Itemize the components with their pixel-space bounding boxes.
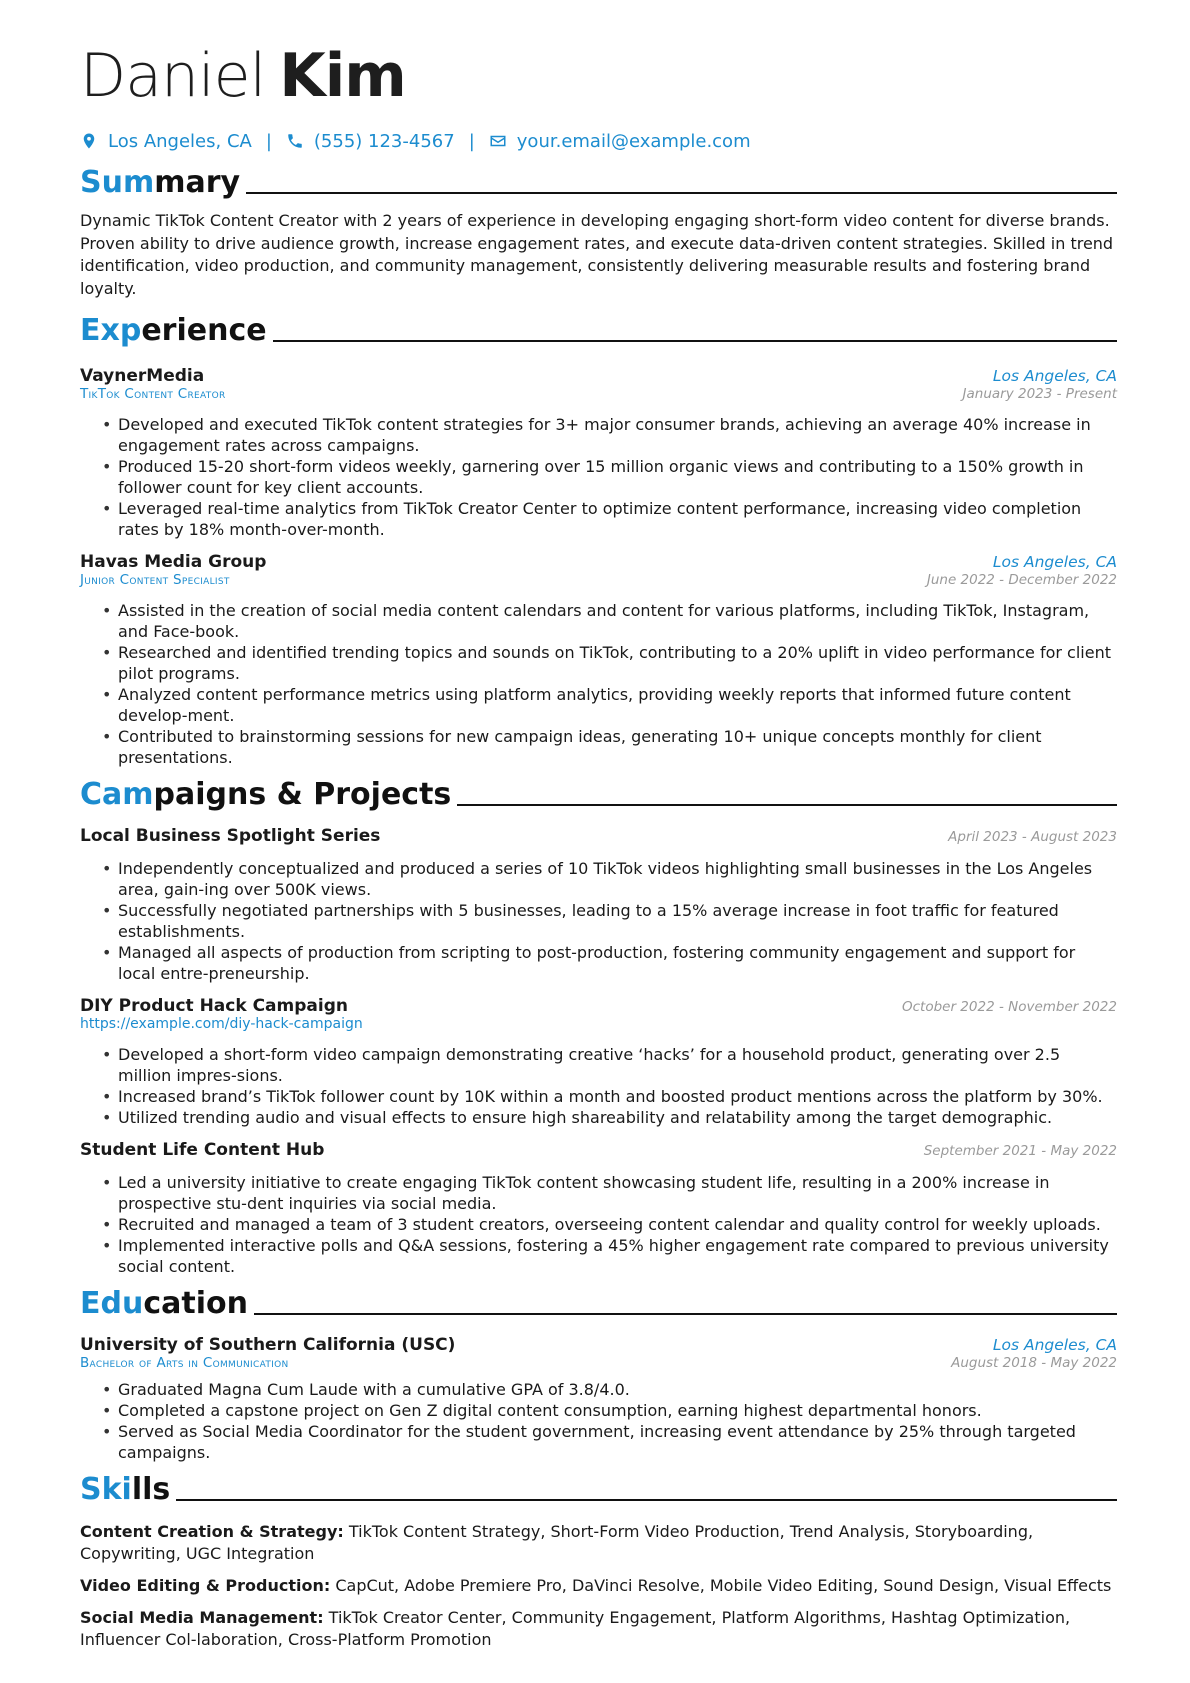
section-rule: [246, 192, 1117, 194]
bullet-item: • Independently conceptualized and produced a series of 10 TikTok videos highlighting small businesses in the Los Angeles area, gain-ing over 500K views.: [118, 858, 1117, 900]
project-dates: October 2022 - November 2022: [901, 999, 1117, 1015]
project-entry: [80, 996, 1117, 1128]
bullet-item: • Recruited and managed a team of 3 student creators, overseeing content calendar and quality control for weekly uploads.: [118, 1214, 1117, 1235]
bullet-item: • Produced 15-20 short-form videos weekly, garnering over 15 million organic views and contributing to a 150% growth in follower count for key client accounts.: [118, 456, 1117, 498]
bullet-item: • Researched and identified trending topics and sounds on TikTok, contributing to a 20% uplift in video performance for client pilot programs.: [118, 642, 1117, 684]
bullet-item: • Served as Social Media Coordinator for the student government, increasing event attendance by 25% through targeted campaigns.: [118, 1421, 1117, 1463]
skill-label: Social Media Management:: [80, 1608, 324, 1627]
section-title: Campaigns & Projects: [80, 777, 452, 812]
bullet-item: • Successfully negotiated partnerships with 5 businesses, leading to a 15% average increase in foot traffic for featured establishments.: [118, 900, 1117, 942]
bullet-item: • Increased brand’s TikTok follower count by 10K within a month and boosted product mentions across the platform by 30%.: [118, 1086, 1117, 1107]
section-title: Skills: [80, 1472, 171, 1507]
bullet-item: • Utilized trending audio and visual effects to ensure high shareability and relatability among the target demographic.: [118, 1107, 1117, 1128]
phone-text: (555) 123-4567: [313, 130, 455, 152]
project-name: Local Business Spotlight Series: [80, 826, 381, 846]
envelope-icon: [489, 132, 507, 150]
project-dates: September 2021 - May 2022: [923, 1143, 1117, 1159]
bullet-item: • Analyzed content performance metrics using platform analytics, providing weekly reports that informed future content develop-ment.: [118, 684, 1117, 726]
contact-bar: [80, 126, 1117, 156]
skill-label: Video Editing & Production:: [80, 1576, 331, 1595]
bullet-item: • Contributed to brainstorming sessions for new campaign ideas, generating 10+ unique concepts monthly for client presentations.: [118, 726, 1117, 768]
degree: Bachelor of Arts in Communication: [80, 1355, 289, 1371]
projects-heading: [80, 774, 1117, 814]
project-dates: April 2023 - August 2023: [948, 829, 1117, 845]
contact-separator: |: [468, 130, 475, 152]
skills-heading: [80, 1469, 1117, 1509]
section-title: Summary: [80, 165, 241, 200]
job-bullets: [80, 414, 1117, 540]
skill-list: TikTok Creator Center, Community Engagement, Platform Algorithms, Hashtag Optimization, Influencer Col-laboration, Cross-Platform Promotion: [80, 1608, 1071, 1649]
bullet-item: • Implemented interactive polls and Q&A sessions, fostering a 45% higher engagement rate compared to previous university social content.: [118, 1235, 1117, 1277]
job-location: Los Angeles, CA: [992, 553, 1117, 571]
education-bullets: [80, 1379, 1117, 1463]
section-title: Experience: [80, 313, 267, 348]
summary-heading: [80, 162, 1117, 202]
job-company: Havas Media Group: [80, 552, 267, 572]
section-title: Education: [80, 1286, 248, 1321]
first-name: Daniel: [80, 41, 266, 111]
skill-label: Content Creation & Strategy:: [80, 1522, 344, 1541]
job-bullets: [80, 600, 1117, 768]
education-entry: [80, 1335, 1117, 1463]
bullet-item: • Led a university initiative to create engaging TikTok content showcasing student life, resulting in a 200% increase in prospective stu-dent inquiries via social media.: [118, 1172, 1117, 1214]
job-company: VaynerMedia: [80, 366, 205, 386]
job-entry: [80, 366, 1117, 540]
contact-phone: [286, 131, 455, 152]
job-dates: January 2023 - Present: [962, 386, 1117, 402]
contact-email[interactable]: [489, 131, 751, 152]
bullet-item: • Developed and executed TikTok content strategies for 3+ major consumer brands, achieving an average 40% increase in engagement rates across campaigns.: [118, 414, 1117, 456]
contact-location: [80, 131, 252, 152]
project-entry: [80, 1140, 1117, 1277]
bullet-item: • Assisted in the creation of social media content calendars and content for various platforms, including TikTok, Instagram, and Face-book.: [118, 600, 1117, 642]
bullet-item: • Managed all aspects of production from scripting to post-production, fostering community engagement and support for local entre-preneurship.: [118, 942, 1117, 984]
bullet-item: • Leveraged real-time analytics from TikTok Creator Center to optimize content performance, increasing video completion rates by 18% month-over-month.: [118, 498, 1117, 540]
skill-list: CapCut, Adobe Premiere Pro, DaVinci Resolve, Mobile Video Editing, Sound Design, Visual Effects: [330, 1576, 1112, 1595]
school-name: University of Southern California (USC): [80, 1335, 456, 1355]
map-pin-icon: [80, 132, 98, 150]
school-location: Los Angeles, CA: [992, 1336, 1117, 1354]
job-location: Los Angeles, CA: [992, 367, 1117, 385]
job-entry: [80, 552, 1117, 768]
section-rule: [273, 340, 1117, 342]
education-heading: [80, 1283, 1117, 1323]
bullet-item: • Completed a capstone project on Gen Z digital content consumption, earning highest departmental honors.: [118, 1400, 1117, 1421]
project-bullets: [80, 1044, 1117, 1128]
project-entry: [80, 826, 1117, 984]
section-rule: [254, 1313, 1117, 1315]
job-dates: June 2022 - December 2022: [926, 572, 1117, 588]
job-role: TikTok Content Creator: [80, 386, 226, 402]
skill-group: [80, 1521, 1117, 1565]
section-rule: [457, 804, 1117, 806]
contact-separator: |: [265, 130, 272, 152]
bullet-item: • Graduated Magna Cum Laude with a cumulative GPA of 3.8/4.0.: [118, 1379, 1117, 1400]
education-dates: August 2018 - May 2022: [951, 1355, 1117, 1371]
last-name: Kim: [279, 41, 406, 111]
project-name: DIY Product Hack Campaign: [80, 996, 348, 1016]
project-name: Student Life Content Hub: [80, 1140, 325, 1160]
project-bullets: [80, 858, 1117, 984]
candidate-name: [80, 40, 1117, 112]
skill-group: [80, 1607, 1117, 1651]
bullet-item: • Developed a short-form video campaign demonstrating creative ‘hacks’ for a household product, generating over 2.5 million impres-sions.: [118, 1044, 1117, 1086]
location-text: Los Angeles, CA: [108, 130, 252, 152]
summary-text: Dynamic TikTok Content Creator with 2 years of experience in developing engaging short-form video content for diverse brands. Proven ability to drive audience growth, increase engagement rates, and execute data-driven content strategies. Skilled in trend identification, video production, and community management, consistently delivering measurable results and fostering brand loyalty.: [80, 211, 1114, 298]
skill-list: TikTok Content Strategy, Short-Form Video Production, Trend Analysis, Storyboarding, Copywriting, UGC Integration: [80, 1522, 1034, 1563]
project-link[interactable]: https://example.com/diy-hack-campaign: [80, 1016, 363, 1032]
phone-icon: [286, 132, 304, 150]
email-link[interactable]: your.email@example.com: [516, 130, 751, 152]
project-bullets: [80, 1172, 1117, 1277]
skill-group: [80, 1575, 1117, 1597]
experience-heading: [80, 310, 1117, 350]
job-role: Junior Content Specialist: [80, 572, 230, 588]
section-rule: [176, 1499, 1117, 1501]
